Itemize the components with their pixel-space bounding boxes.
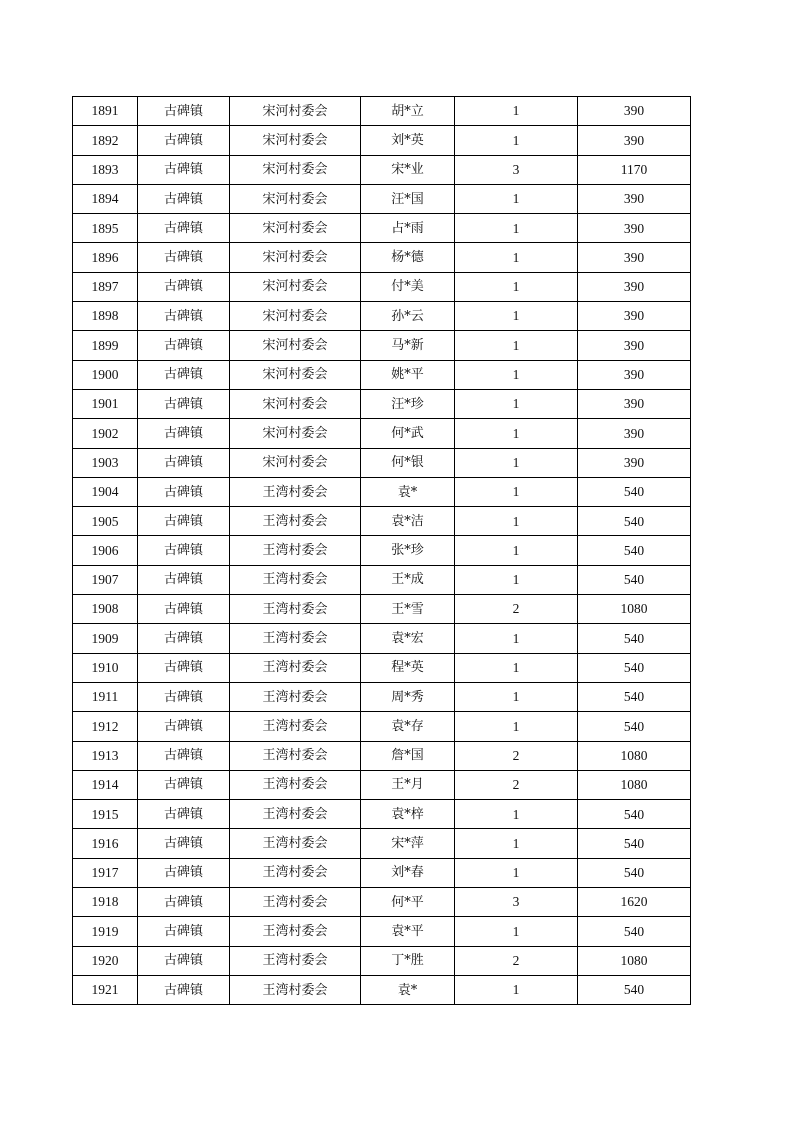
household-count-cell: 1 [455,389,578,418]
village-committee-cell: 王湾村委会 [230,888,361,917]
household-count-cell: 1 [455,536,578,565]
serial-number-cell: 1920 [73,946,138,975]
town-cell: 古碑镇 [138,800,230,829]
amount-cell: 390 [578,419,691,448]
household-count-cell: 1 [455,829,578,858]
name-cell: 张*珍 [361,536,455,565]
table-row [73,243,691,272]
table-row [73,360,691,389]
household-count-cell: 1 [455,565,578,594]
name-cell: 何*武 [361,419,455,448]
name-cell: 汪*国 [361,184,455,213]
serial-number-cell: 1893 [73,155,138,184]
serial-number-cell: 1896 [73,243,138,272]
serial-number-cell: 1919 [73,917,138,946]
village-committee-cell: 王湾村委会 [230,536,361,565]
serial-number-cell: 1897 [73,272,138,301]
serial-number-cell: 1906 [73,536,138,565]
table-row [73,507,691,536]
table-row [73,331,691,360]
name-cell: 付*美 [361,272,455,301]
amount-cell: 390 [578,184,691,213]
town-cell: 古碑镇 [138,477,230,506]
village-committee-cell: 宋河村委会 [230,389,361,418]
town-cell: 古碑镇 [138,448,230,477]
household-count-cell: 1 [455,507,578,536]
amount-cell: 1620 [578,888,691,917]
amount-cell: 540 [578,712,691,741]
amount-cell: 390 [578,331,691,360]
table-row [73,888,691,917]
village-committee-cell: 宋河村委会 [230,155,361,184]
name-cell: 宋*萍 [361,829,455,858]
amount-cell: 1080 [578,770,691,799]
amount-cell: 390 [578,360,691,389]
town-cell: 古碑镇 [138,565,230,594]
village-committee-cell: 宋河村委会 [230,302,361,331]
household-count-cell: 3 [455,888,578,917]
amount-cell: 1080 [578,595,691,624]
household-count-cell: 1 [455,975,578,1004]
name-cell: 孙*云 [361,302,455,331]
amount-cell: 540 [578,653,691,682]
name-cell: 杨*德 [361,243,455,272]
town-cell: 古碑镇 [138,214,230,243]
table-row [73,448,691,477]
town-cell: 古碑镇 [138,595,230,624]
amount-cell: 540 [578,800,691,829]
name-cell: 王*月 [361,770,455,799]
amount-cell: 540 [578,624,691,653]
household-count-cell: 1 [455,126,578,155]
town-cell: 古碑镇 [138,770,230,799]
village-committee-cell: 王湾村委会 [230,946,361,975]
table-row [73,800,691,829]
serial-number-cell: 1903 [73,448,138,477]
name-cell: 宋*业 [361,155,455,184]
village-committee-cell: 王湾村委会 [230,712,361,741]
table-row [73,155,691,184]
serial-number-cell: 1902 [73,419,138,448]
serial-number-cell: 1904 [73,477,138,506]
household-count-cell: 1 [455,712,578,741]
serial-number-cell: 1912 [73,712,138,741]
village-committee-cell: 王湾村委会 [230,682,361,711]
table-row [73,477,691,506]
name-cell: 刘*英 [361,126,455,155]
serial-number-cell: 1917 [73,858,138,887]
name-cell: 王*雪 [361,595,455,624]
serial-number-cell: 1901 [73,389,138,418]
town-cell: 古碑镇 [138,155,230,184]
name-cell: 姚*平 [361,360,455,389]
village-committee-cell: 王湾村委会 [230,565,361,594]
village-committee-cell: 王湾村委会 [230,858,361,887]
name-cell: 占*雨 [361,214,455,243]
town-cell: 古碑镇 [138,829,230,858]
village-committee-cell: 王湾村委会 [230,507,361,536]
household-count-cell: 1 [455,477,578,506]
name-cell: 刘*春 [361,858,455,887]
table-row [73,682,691,711]
amount-cell: 540 [578,829,691,858]
serial-number-cell: 1899 [73,331,138,360]
household-count-cell: 1 [455,858,578,887]
village-committee-cell: 王湾村委会 [230,975,361,1004]
village-committee-cell: 宋河村委会 [230,243,361,272]
serial-number-cell: 1900 [73,360,138,389]
serial-number-cell: 1918 [73,888,138,917]
household-count-cell: 2 [455,595,578,624]
serial-number-cell: 1916 [73,829,138,858]
serial-number-cell: 1892 [73,126,138,155]
village-committee-cell: 王湾村委会 [230,741,361,770]
table-row [73,184,691,213]
name-cell: 何*银 [361,448,455,477]
town-cell: 古碑镇 [138,653,230,682]
amount-cell: 390 [578,389,691,418]
name-cell: 程*英 [361,653,455,682]
name-cell: 袁*存 [361,712,455,741]
table-row [73,741,691,770]
name-cell: 何*平 [361,888,455,917]
town-cell: 古碑镇 [138,302,230,331]
town-cell: 古碑镇 [138,126,230,155]
household-count-cell: 1 [455,214,578,243]
amount-cell: 390 [578,272,691,301]
town-cell: 古碑镇 [138,184,230,213]
household-count-cell: 1 [455,302,578,331]
name-cell: 丁*胜 [361,946,455,975]
village-committee-cell: 王湾村委会 [230,477,361,506]
serial-number-cell: 1894 [73,184,138,213]
name-cell: 周*秀 [361,682,455,711]
village-committee-cell: 王湾村委会 [230,653,361,682]
village-committee-cell: 王湾村委会 [230,829,361,858]
name-cell: 袁*梓 [361,800,455,829]
serial-number-cell: 1891 [73,97,138,126]
subsidy-table [72,96,691,1005]
document-sheet [72,96,691,1005]
amount-cell: 390 [578,243,691,272]
table-row [73,624,691,653]
serial-number-cell: 1911 [73,682,138,711]
serial-number-cell: 1910 [73,653,138,682]
town-cell: 古碑镇 [138,682,230,711]
serial-number-cell: 1895 [73,214,138,243]
serial-number-cell: 1907 [73,565,138,594]
village-committee-cell: 宋河村委会 [230,419,361,448]
household-count-cell: 1 [455,682,578,711]
name-cell: 袁* [361,477,455,506]
name-cell: 胡*立 [361,97,455,126]
amount-cell: 540 [578,682,691,711]
household-count-cell: 1 [455,653,578,682]
table-row [73,829,691,858]
town-cell: 古碑镇 [138,97,230,126]
table-row [73,272,691,301]
household-count-cell: 1 [455,448,578,477]
town-cell: 古碑镇 [138,272,230,301]
table-row [73,712,691,741]
table-row [73,419,691,448]
household-count-cell: 1 [455,917,578,946]
household-count-cell: 1 [455,243,578,272]
household-count-cell: 1 [455,419,578,448]
household-count-cell: 1 [455,331,578,360]
amount-cell: 390 [578,448,691,477]
table-row [73,126,691,155]
amount-cell: 540 [578,565,691,594]
town-cell: 古碑镇 [138,507,230,536]
village-committee-cell: 宋河村委会 [230,97,361,126]
name-cell: 王*成 [361,565,455,594]
serial-number-cell: 1914 [73,770,138,799]
table-row [73,770,691,799]
name-cell: 马*新 [361,331,455,360]
town-cell: 古碑镇 [138,536,230,565]
village-committee-cell: 王湾村委会 [230,624,361,653]
town-cell: 古碑镇 [138,917,230,946]
amount-cell: 540 [578,507,691,536]
serial-number-cell: 1905 [73,507,138,536]
village-committee-cell: 宋河村委会 [230,448,361,477]
name-cell: 袁* [361,975,455,1004]
village-committee-cell: 王湾村委会 [230,800,361,829]
serial-number-cell: 1921 [73,975,138,1004]
name-cell: 袁*洁 [361,507,455,536]
household-count-cell: 2 [455,741,578,770]
household-count-cell: 1 [455,800,578,829]
table-row [73,595,691,624]
village-committee-cell: 宋河村委会 [230,331,361,360]
table-row [73,302,691,331]
town-cell: 古碑镇 [138,360,230,389]
village-committee-cell: 宋河村委会 [230,360,361,389]
town-cell: 古碑镇 [138,419,230,448]
village-committee-cell: 王湾村委会 [230,595,361,624]
town-cell: 古碑镇 [138,975,230,1004]
amount-cell: 390 [578,97,691,126]
village-committee-cell: 宋河村委会 [230,126,361,155]
village-committee-cell: 王湾村委会 [230,917,361,946]
serial-number-cell: 1898 [73,302,138,331]
table-row [73,536,691,565]
serial-number-cell: 1915 [73,800,138,829]
town-cell: 古碑镇 [138,741,230,770]
table-row [73,858,691,887]
town-cell: 古碑镇 [138,712,230,741]
household-count-cell: 2 [455,770,578,799]
village-committee-cell: 宋河村委会 [230,272,361,301]
amount-cell: 540 [578,858,691,887]
serial-number-cell: 1908 [73,595,138,624]
amount-cell: 540 [578,975,691,1004]
table-row [73,975,691,1004]
village-committee-cell: 宋河村委会 [230,184,361,213]
serial-number-cell: 1909 [73,624,138,653]
town-cell: 古碑镇 [138,946,230,975]
amount-cell: 390 [578,126,691,155]
serial-number-cell: 1913 [73,741,138,770]
household-count-cell: 1 [455,184,578,213]
table-body [73,97,691,1005]
table-row [73,214,691,243]
amount-cell: 1170 [578,155,691,184]
household-count-cell: 3 [455,155,578,184]
household-count-cell: 1 [455,97,578,126]
town-cell: 古碑镇 [138,624,230,653]
table-row [73,97,691,126]
amount-cell: 540 [578,477,691,506]
town-cell: 古碑镇 [138,331,230,360]
amount-cell: 390 [578,214,691,243]
amount-cell: 540 [578,536,691,565]
household-count-cell: 2 [455,946,578,975]
name-cell: 汪*珍 [361,389,455,418]
town-cell: 古碑镇 [138,888,230,917]
amount-cell: 390 [578,302,691,331]
town-cell: 古碑镇 [138,243,230,272]
table-row [73,653,691,682]
village-committee-cell: 宋河村委会 [230,214,361,243]
table-row [73,946,691,975]
table-row [73,917,691,946]
table-row [73,389,691,418]
name-cell: 詹*国 [361,741,455,770]
name-cell: 袁*宏 [361,624,455,653]
household-count-cell: 1 [455,624,578,653]
town-cell: 古碑镇 [138,389,230,418]
amount-cell: 1080 [578,741,691,770]
household-count-cell: 1 [455,360,578,389]
amount-cell: 1080 [578,946,691,975]
name-cell: 袁*平 [361,917,455,946]
amount-cell: 540 [578,917,691,946]
table-row [73,565,691,594]
town-cell: 古碑镇 [138,858,230,887]
village-committee-cell: 王湾村委会 [230,770,361,799]
household-count-cell: 1 [455,272,578,301]
